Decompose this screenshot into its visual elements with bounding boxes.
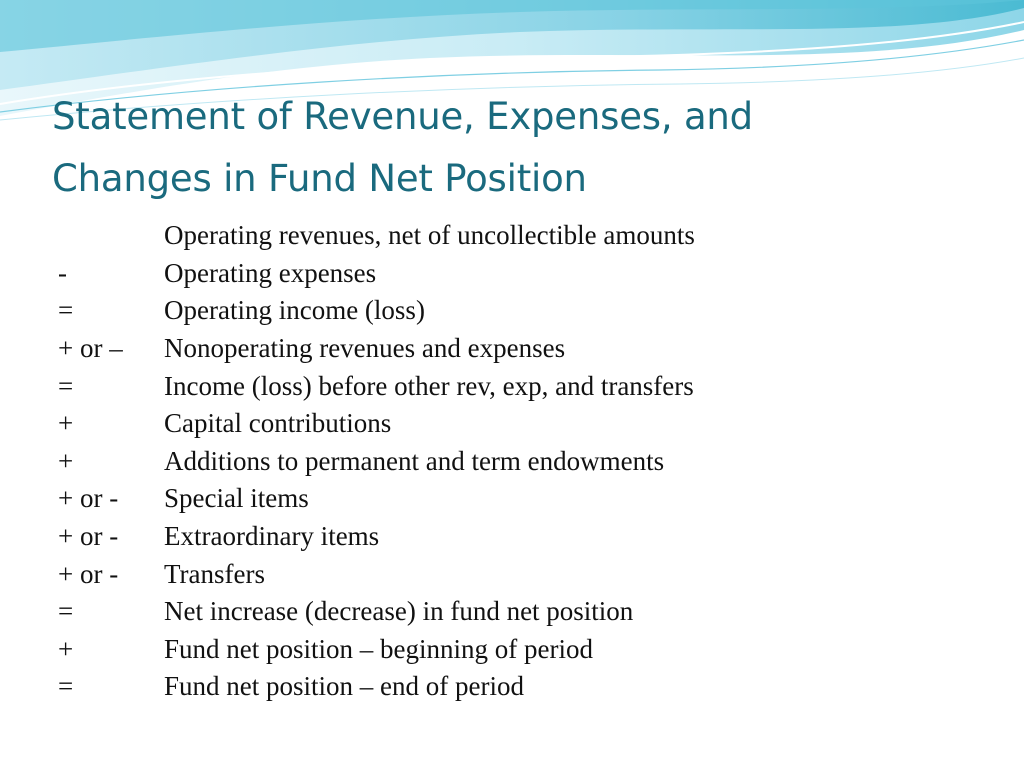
row-operator: + or – [58, 333, 123, 364]
statement-row [58, 405, 998, 443]
row-label: Operating expenses [164, 257, 377, 288]
row-operator: = [58, 370, 74, 401]
row-label: Operating income (loss) [164, 295, 425, 326]
statement-row [58, 480, 998, 518]
statement-row [58, 555, 998, 593]
row-operator: = [58, 596, 74, 627]
statement-row [58, 631, 998, 669]
row-operator: + [58, 633, 74, 664]
row-operator: + or - [58, 558, 119, 589]
statement-row [58, 443, 998, 481]
statement-row [58, 217, 998, 255]
row-label: Transfers [164, 558, 265, 589]
row-label: Net increase (decrease) in fund net position [164, 596, 634, 627]
row-label: Extraordinary items [164, 521, 380, 552]
row-label: Fund net position – beginning of period [164, 633, 593, 664]
statement-row [58, 593, 998, 631]
row-operator: + or - [58, 483, 119, 514]
statement-row [58, 292, 998, 330]
row-label: Special items [164, 483, 309, 514]
statement-row [58, 330, 998, 368]
row-operator: - [58, 257, 67, 288]
row-label: Operating revenues, net of uncollectible amounts [164, 220, 695, 251]
slide-title [52, 86, 992, 210]
row-operator: + [58, 408, 74, 439]
statement-row [58, 367, 998, 405]
statement-list [58, 217, 998, 706]
slide-title-line-2: Changes in Fund Net Position [52, 157, 587, 200]
row-label: Income (loss) before other rev, exp, and transfers [164, 370, 694, 401]
row-label: Nonoperating revenues and expenses [164, 333, 566, 364]
row-label: Fund net position – end of period [164, 671, 524, 702]
row-label: Additions to permanent and term endowments [164, 445, 665, 476]
statement-row [58, 518, 998, 556]
row-label: Capital contributions [164, 408, 392, 439]
row-operator: = [58, 295, 74, 326]
row-operator: = [58, 671, 74, 702]
row-operator: + or - [58, 521, 119, 552]
statement-row [58, 255, 998, 293]
row-operator: + [58, 445, 74, 476]
slide-title-line-1: Statement of Revenue, Expenses, and [52, 95, 753, 138]
statement-row [58, 668, 998, 706]
